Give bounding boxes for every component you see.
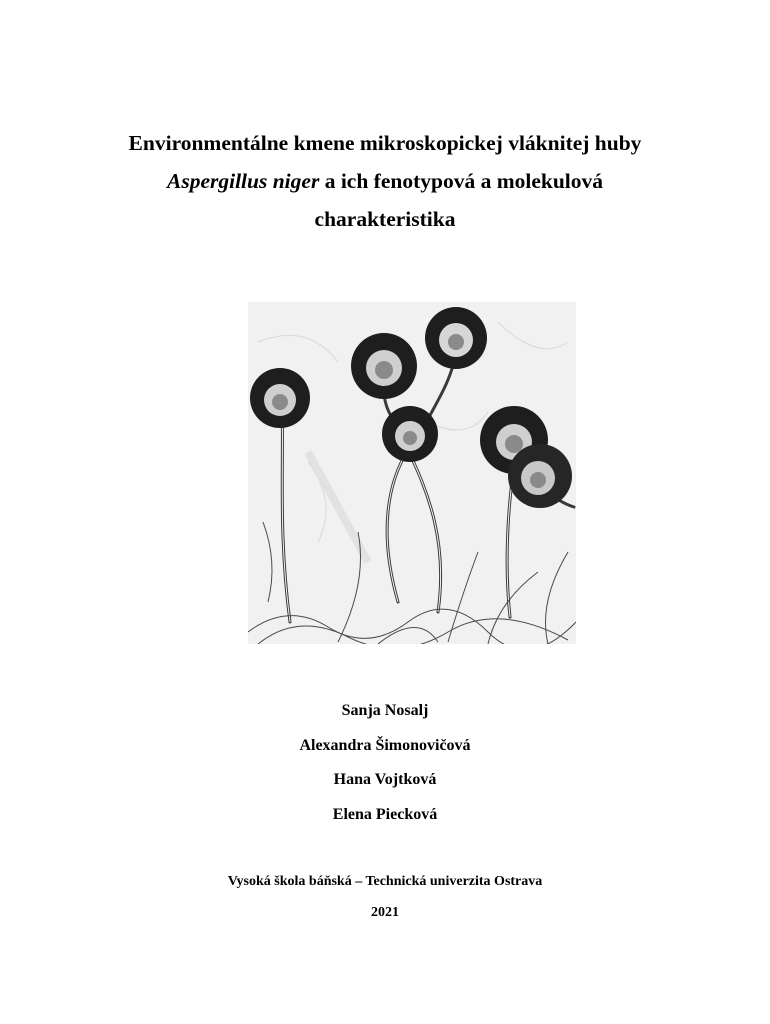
publication-year: 2021: [371, 905, 399, 920]
title-line-2-rest: a ich fenotypová a molekulová: [319, 169, 604, 193]
title-line-3: charakteristika: [314, 207, 456, 231]
aspergillus-conidiophores-micrograph-icon: [248, 302, 576, 644]
publisher-institution: Vysoká škola báňská – Technická univerzita Ostrava: [227, 874, 543, 889]
title-line-2: [0, 162, 770, 200]
author-list: [0, 699, 770, 837]
cover-micrograph: [248, 302, 576, 644]
author-name: Alexandra Šimonovičová: [299, 736, 471, 754]
author-name: Sanja Nosalj: [341, 702, 429, 719]
book-title: [0, 124, 770, 238]
title-line-1: Environmentálne kmene mikroskopickej vláknitej huby: [128, 131, 642, 155]
species-name: Aspergillus niger: [166, 169, 320, 193]
author-name: Elena Piecková: [332, 805, 438, 823]
author-name: Hana Vojtková: [333, 771, 437, 788]
